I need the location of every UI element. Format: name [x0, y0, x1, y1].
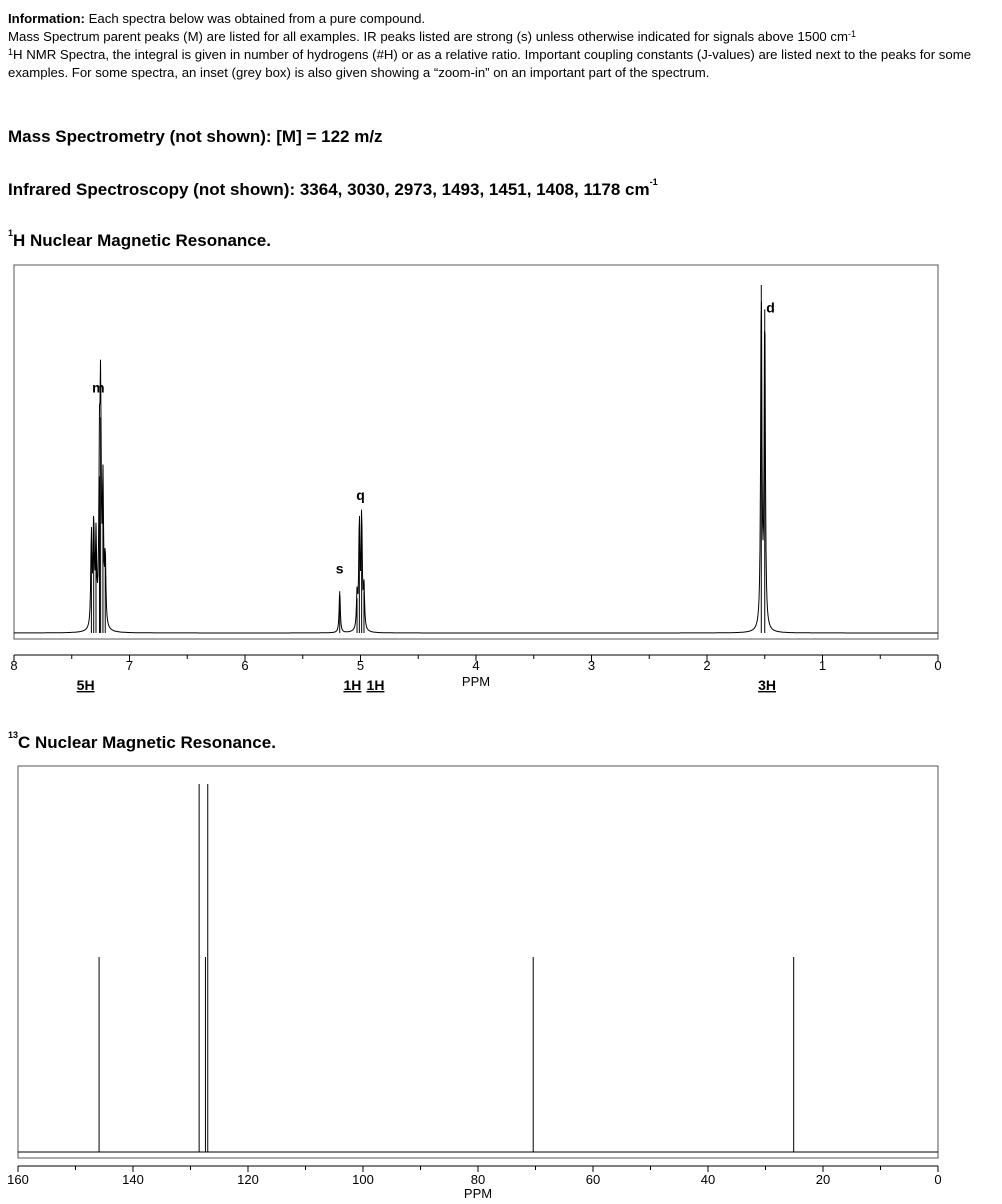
x-tick-label-20: 20 — [815, 1172, 831, 1187]
plot-frame — [18, 766, 938, 1158]
x-tick-label-60: 60 — [585, 1172, 601, 1187]
integral-label-3: 3H — [758, 677, 777, 693]
info-line-1: Each spectra below was obtained from a pure compound. — [88, 11, 426, 26]
x-tick-label-1: 1 — [818, 658, 827, 673]
x-tick-label-120: 120 — [237, 1172, 259, 1187]
info-line-3: H NMR Spectra, the integral is given in number of hydrogens (#H) or as a relative ratio. Important coupling constants (J-values) are listed next to the peaks for some examples. For some spectra, an inset (grey box) is also given showing a “zoom-in” on an important part of the spectrum. — [8, 47, 972, 80]
x-tick-label-0: 0 — [934, 1172, 942, 1187]
info-block — [8, 10, 993, 82]
x-tick-label-160: 160 — [7, 1172, 29, 1187]
x-tick-label-0: 0 — [934, 658, 942, 673]
multiplicity-label-3: d — [766, 299, 775, 316]
info-line-2-sup: -1 — [847, 29, 856, 39]
x-tick-label-3: 3 — [587, 658, 596, 673]
multiplicity-label-1: s — [335, 560, 344, 577]
x-tick-label-8: 8 — [10, 658, 18, 673]
cnmr-chart — [0, 758, 1002, 1204]
integral-label-1: 1H — [343, 677, 362, 693]
x-axis-label: PPM — [461, 674, 491, 689]
ms-heading: Mass Spectrometry (not shown): [M] = 122 m/z — [8, 127, 383, 146]
integral-label-0: 5H — [76, 677, 95, 693]
plot-frame — [14, 265, 938, 639]
x-tick-label-80: 80 — [470, 1172, 486, 1187]
x-tick-label-140: 140 — [122, 1172, 144, 1187]
x-tick-label-5: 5 — [356, 658, 365, 673]
x-tick-label-6: 6 — [241, 658, 249, 673]
hnmr-chart — [0, 255, 1002, 705]
hnmr-heading: $^1$H Nuclear Magnetic Resonance. — [8, 228, 271, 250]
ir-heading: Infrared Spectroscopy (not shown): 3364, 3030, 2973, 1493, 1451, 1408, 1178 $cm^{-1}$ — [8, 177, 658, 199]
info-line-3-sup: 1 — [8, 47, 14, 57]
spectrum-trace — [14, 302, 938, 634]
cnmr-heading: $^{13}$C Nuclear Magnetic Resonance. — [8, 730, 276, 752]
info-line-2: Mass Spectrum parent peaks (M) are listed for all examples. IR peaks listed are strong (s) unless otherwise indicated for signals above 1500 cm — [8, 29, 848, 44]
x-tick-label-4: 4 — [472, 658, 480, 673]
multiplicity-label-2: q — [356, 487, 365, 504]
x-tick-label-7: 7 — [125, 658, 134, 673]
x-axis-label: PPM — [463, 1186, 493, 1201]
x-tick-label-100: 100 — [352, 1172, 374, 1187]
multiplicity-label-0: m — [92, 379, 105, 396]
info-label: Information: — [8, 11, 85, 26]
x-tick-label-2: 2 — [703, 658, 711, 673]
x-tick-label-40: 40 — [700, 1172, 716, 1187]
integral-label-2: 1H — [366, 677, 385, 693]
